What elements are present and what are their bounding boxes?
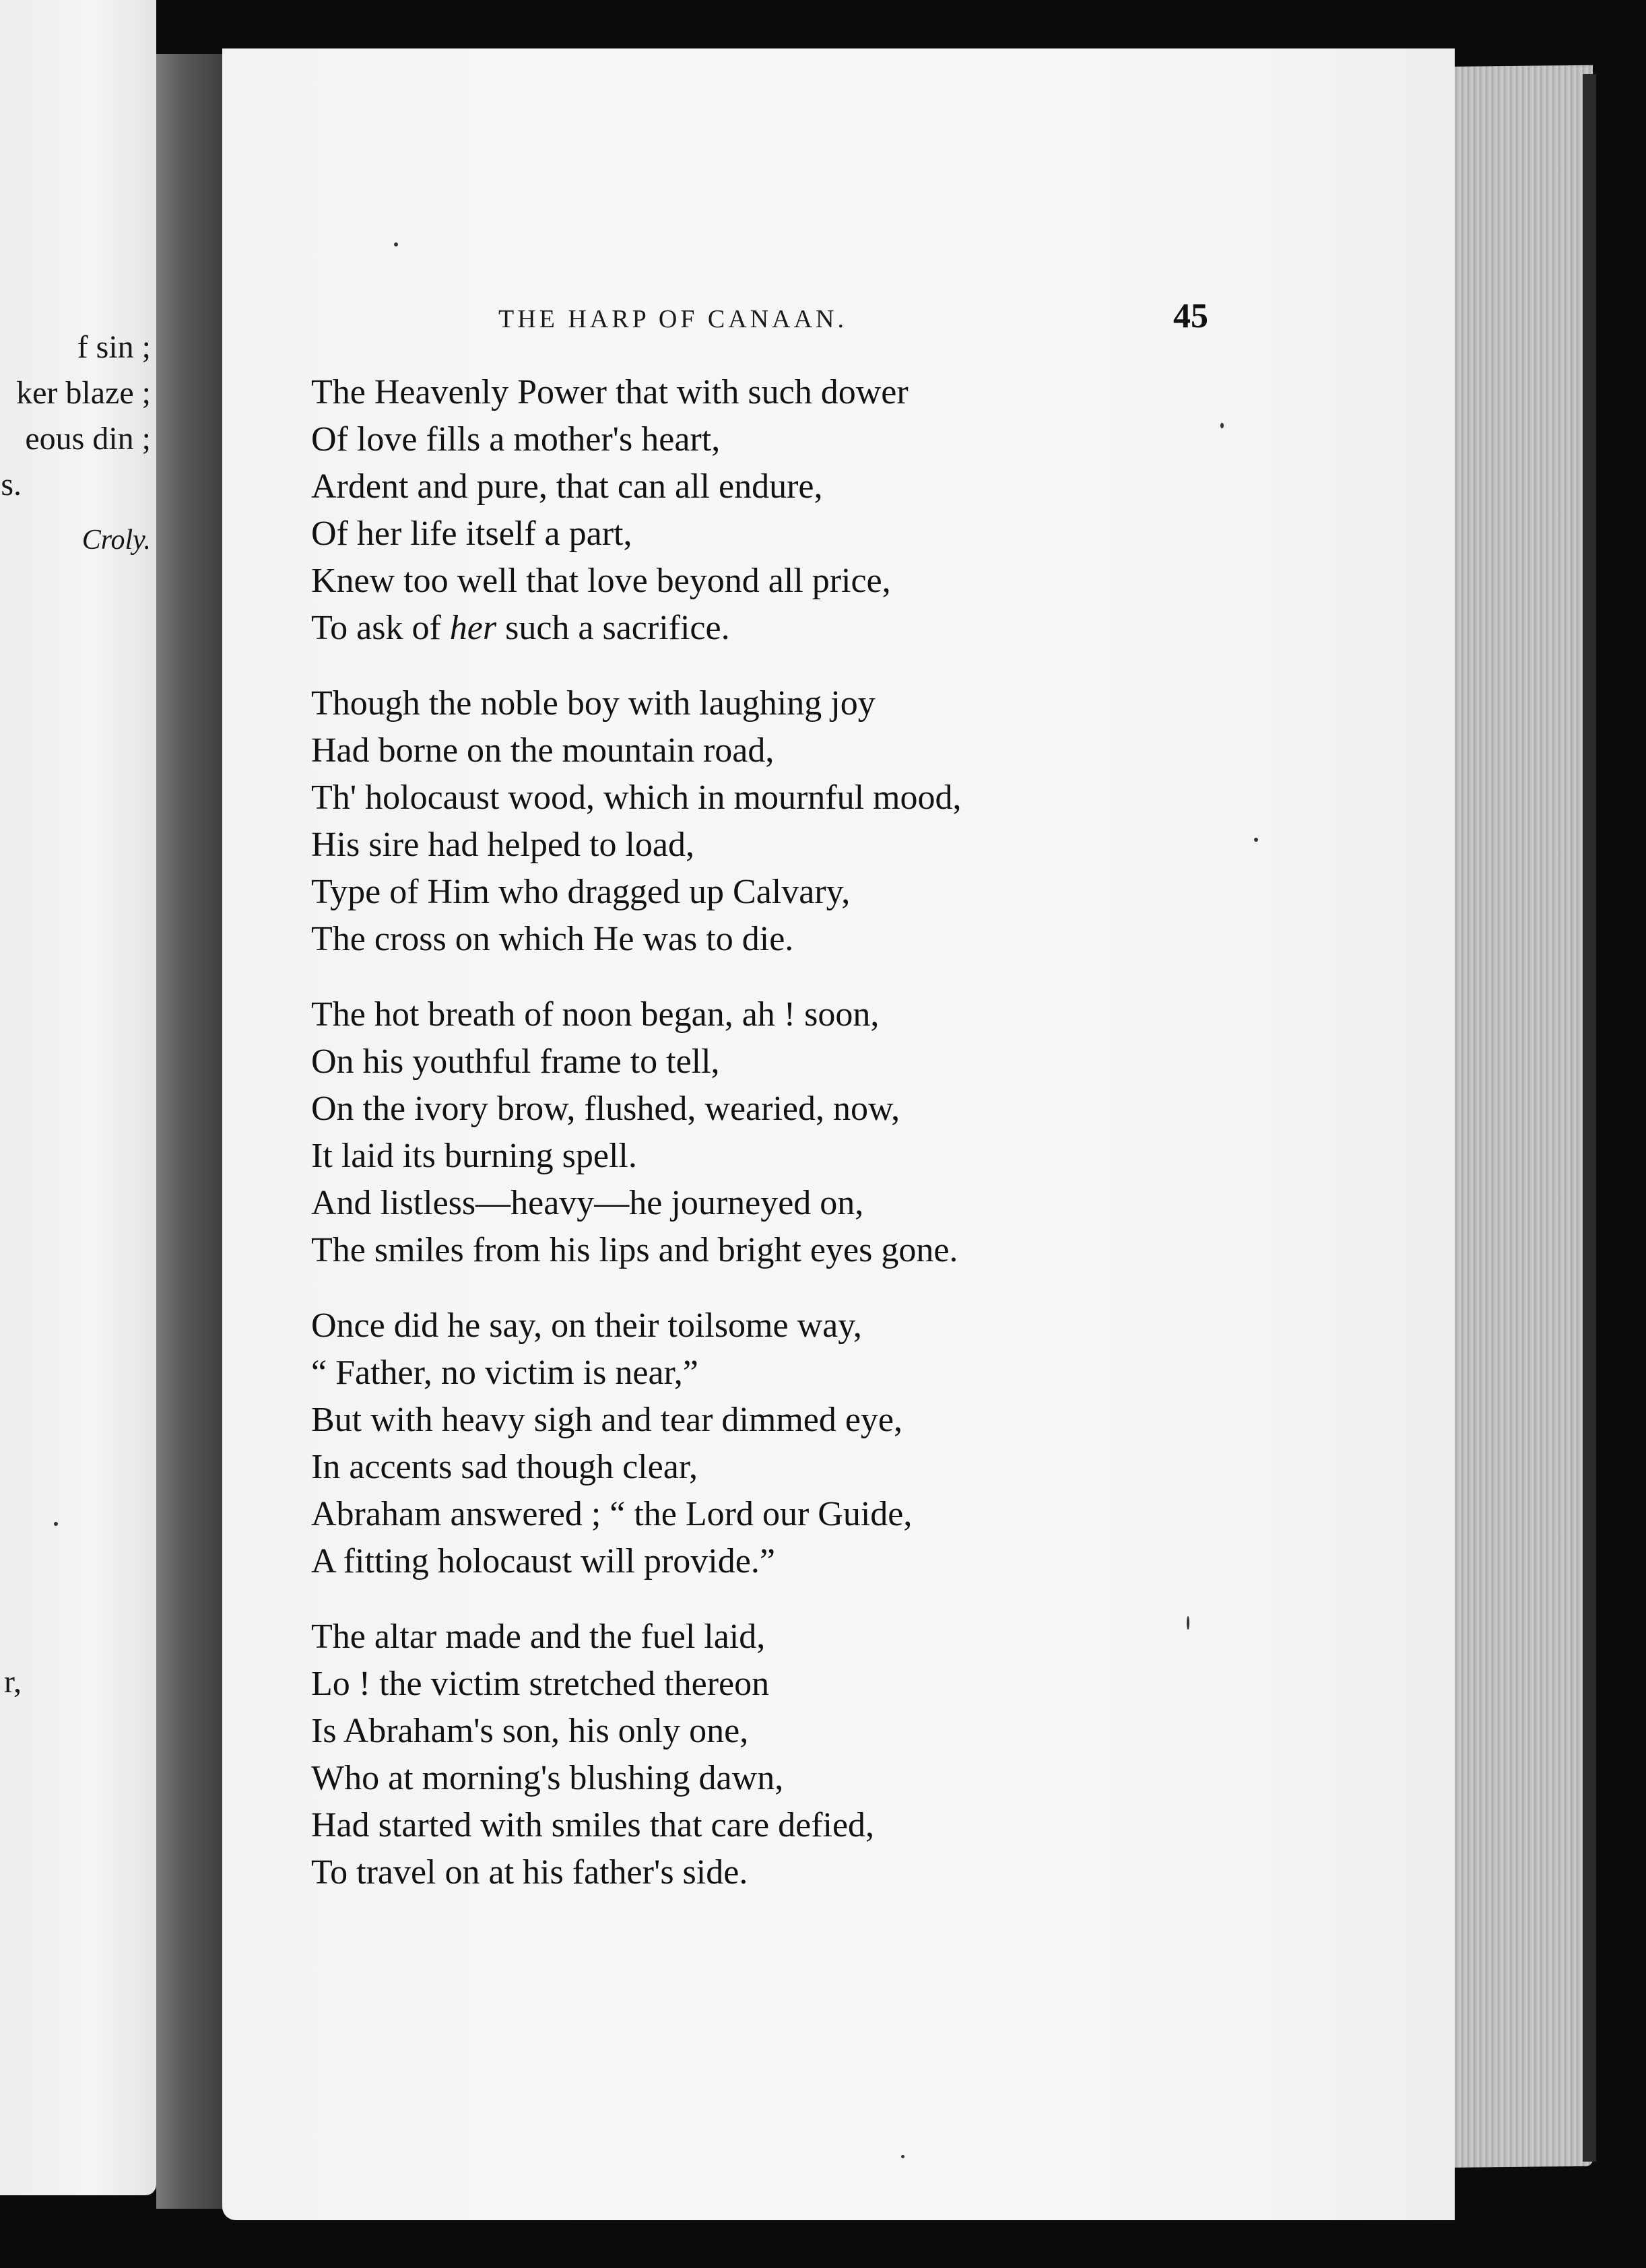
poem-line: The hot breath of noon began, ah ! soon,: [311, 995, 880, 1034]
poem-line: Had started with smiles that care defied,: [311, 1806, 875, 1844]
left-page-line: ker blaze ;: [16, 375, 151, 411]
paper-speck: [1187, 1616, 1189, 1630]
poem-line-end: such a sacrifice.: [496, 609, 730, 647]
paper-speck: [54, 1522, 58, 1526]
paper-speck: [1254, 838, 1258, 842]
poem-line: Ardent and pure, that can all endure,: [311, 467, 823, 506]
stanza: [311, 369, 1389, 652]
stanza: [311, 1613, 1389, 1896]
poem-line: Is Abraham's son, his only one,: [311, 1712, 749, 1750]
running-head: THE HARP OF CANAAN.: [498, 305, 847, 333]
poem-line: His sire had helped to load,: [311, 826, 694, 864]
left-page-fragment: r,: [3, 1664, 22, 1700]
poem-line: Of love fills a mother's heart,: [311, 420, 721, 459]
poem-line: In accents sad though clear,: [311, 1448, 698, 1486]
poem-line: It laid its burning spell.: [311, 1137, 637, 1175]
stanza: [311, 1302, 1389, 1585]
poem-line: Once did he say, on their toilsome way,: [311, 1306, 862, 1345]
left-page-line: eous din ;: [25, 421, 151, 457]
stanza: [311, 680, 1389, 963]
poem-line: “ Father, no victim is near,”: [311, 1354, 698, 1392]
poem-line: The smiles from his lips and bright eyes gone.: [311, 1231, 958, 1269]
poem-line: On his youthful frame to tell,: [311, 1042, 720, 1081]
page-number: 45: [1173, 297, 1208, 335]
poem-line-start: To ask of: [311, 609, 450, 647]
left-page-line: s.: [1, 467, 22, 502]
poem-line: Abraham answered ; “ the Lord our Guide,: [311, 1495, 913, 1533]
paper-speck: [1220, 423, 1224, 428]
left-page-line: f sin ;: [77, 329, 151, 365]
paper-speck: [394, 242, 398, 246]
poem-line: Type of Him who dragged up Calvary,: [311, 873, 851, 911]
poem-line: Knew too well that love beyond all price,: [311, 562, 891, 600]
poem-line: A fitting holocaust will provide.”: [311, 1542, 775, 1580]
poem-line: To travel on at his father's side.: [311, 1853, 748, 1892]
left-page-attribution: Croly.: [81, 525, 151, 556]
poem-line: On the ivory brow, flushed, wearied, now,: [311, 1090, 900, 1128]
poem-line-italic: her: [449, 609, 497, 647]
poem-line: [311, 605, 1389, 652]
poem-line: The cross on which He was to die.: [311, 920, 794, 958]
poem-line: And listless—heavy—he journeyed on,: [311, 1184, 864, 1222]
poem-line: Had borne on the mountain road,: [311, 731, 775, 770]
previous-page: [0, 0, 156, 2195]
poem-line: The Heavenly Power that with such dower: [311, 373, 909, 411]
poem-line: Th' holocaust wood, which in mournful mood,: [311, 778, 962, 817]
poem-line: Who at morning's blushing dawn,: [311, 1759, 784, 1797]
poem-line: But with heavy sigh and tear dimmed eye,: [311, 1401, 903, 1439]
poem-line: Though the noble boy with laughing joy: [311, 684, 876, 723]
poem-body: [311, 369, 1389, 1925]
poem-line: Of her life itself a part,: [311, 514, 632, 553]
stanza: [311, 991, 1389, 1274]
poem-line: The altar made and the fuel laid,: [311, 1617, 766, 1656]
paper-speck: [901, 2155, 904, 2158]
poem-line: Lo ! the victim stretched thereon: [311, 1665, 770, 1703]
gutter-shadow: [156, 54, 230, 2209]
book-fore-edge-shadow: [1583, 74, 1596, 2162]
